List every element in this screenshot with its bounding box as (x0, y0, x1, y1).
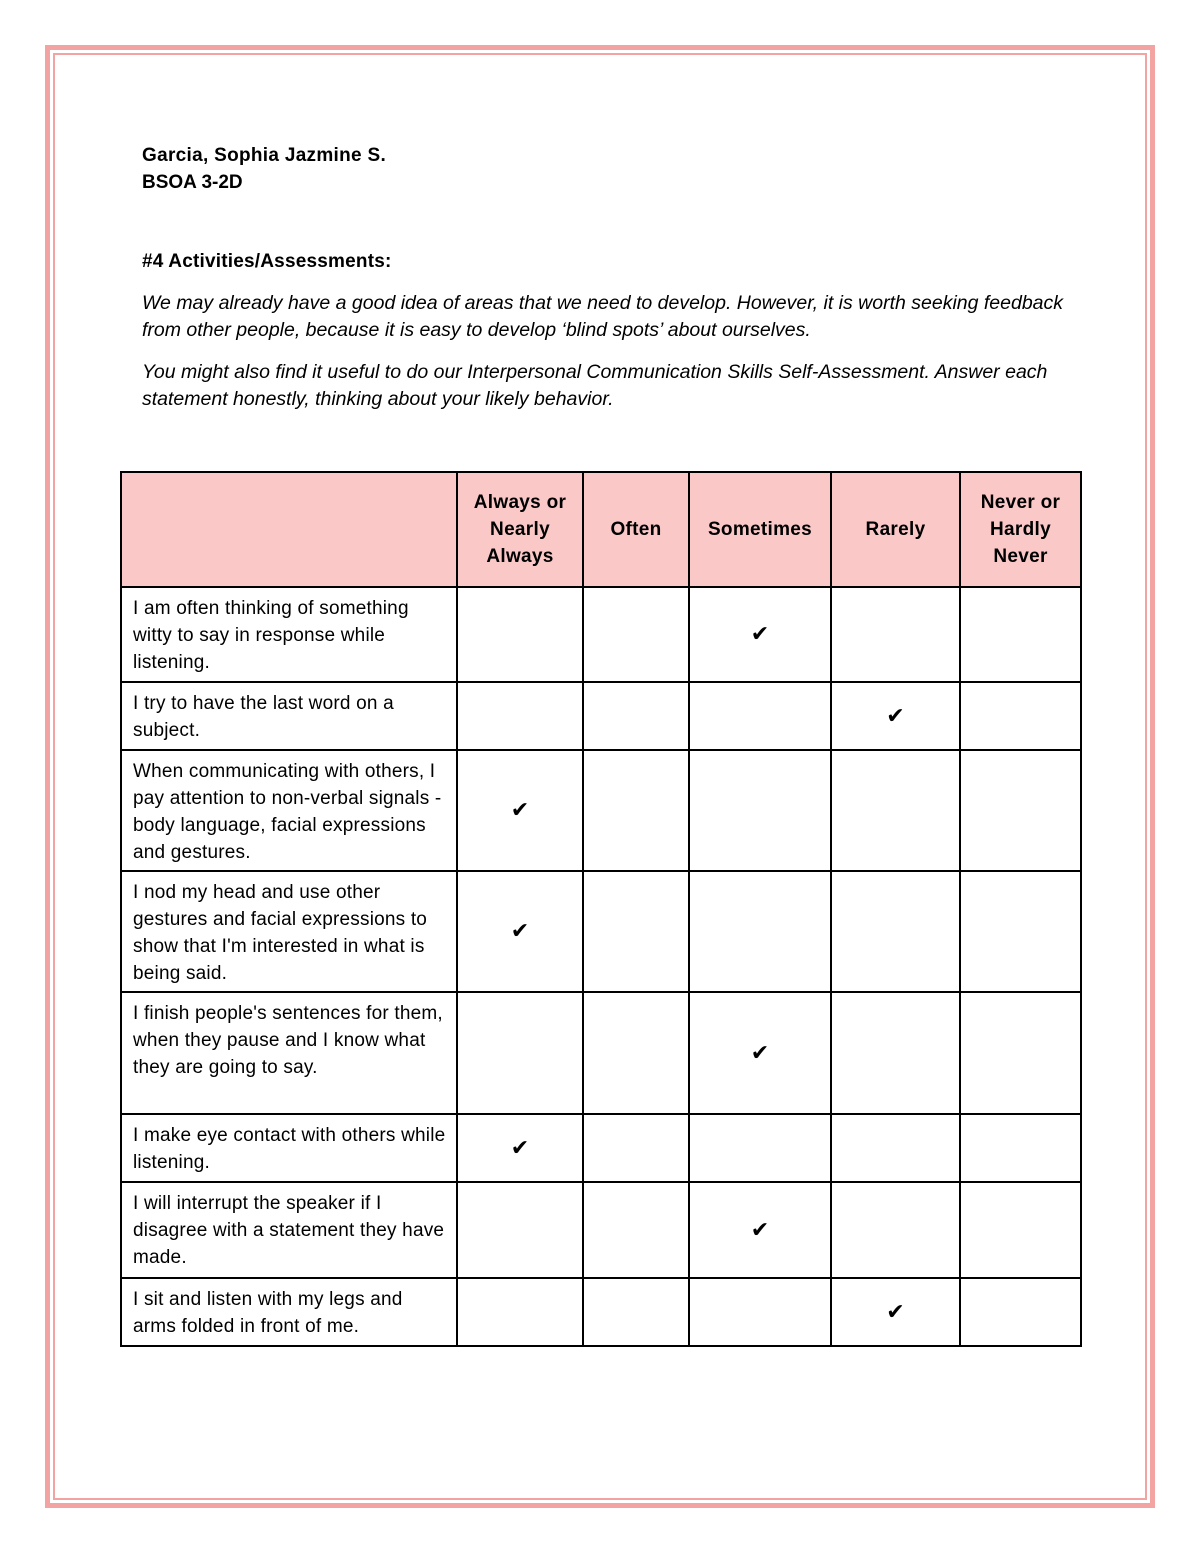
header-never-line-2: Hardly (990, 519, 1051, 540)
answer-cell[interactable] (831, 682, 960, 750)
student-name: Garcia, Sophia Jazmine S. (142, 145, 387, 166)
statement-cell: I try to have the last word on a subject. (121, 682, 457, 750)
answer-cell[interactable] (583, 871, 689, 992)
statement-cell: When communicating with others, I pay attention to non-verbal signals - body language, facial expressions and gestures. (121, 750, 457, 871)
answer-cell[interactable] (831, 750, 960, 871)
statement-cell: I am often thinking of something witty to say in response while listening. (121, 587, 457, 682)
answer-cell[interactable] (689, 587, 831, 682)
intro-text (142, 290, 1082, 428)
header-always (457, 472, 583, 587)
answer-cell[interactable] (457, 750, 583, 871)
answer-cell[interactable] (457, 1278, 583, 1346)
header-rarely: Rarely (831, 472, 960, 587)
answer-cell[interactable] (457, 1182, 583, 1278)
student-header (142, 142, 386, 196)
check-mark-icon: ✔ (510, 1135, 530, 1161)
statement-cell: I finish people's sentences for them, when they pause and I know what they are going to say. (121, 992, 457, 1114)
header-always-line-2: Nearly (490, 519, 550, 540)
table-row (121, 682, 1081, 750)
self-assessment-table (120, 471, 1082, 1347)
header-often: Often (583, 472, 689, 587)
answer-cell[interactable] (689, 1114, 831, 1182)
statement-cell: I nod my head and use other gestures and facial expressions to show that I'm interested in what is being said. (121, 871, 457, 992)
answer-cell[interactable] (960, 992, 1081, 1114)
answer-cell[interactable] (583, 992, 689, 1114)
answer-cell[interactable] (831, 992, 960, 1114)
header-sometimes: Sometimes (689, 472, 831, 587)
check-mark-icon: ✔ (886, 1299, 905, 1325)
header-never (960, 472, 1081, 587)
intro-paragraph-2: You might also find it useful to do our Interpersonal Communication Skills Self-Assessment. Answer each statement honestly, thinking about your likely behavior. (142, 361, 1048, 410)
answer-cell[interactable] (457, 992, 583, 1114)
answer-cell[interactable] (831, 1114, 960, 1182)
header-never-line-3: Never (993, 546, 1048, 567)
answer-cell[interactable] (457, 871, 583, 992)
table-row (121, 992, 1081, 1114)
check-mark-icon: ✔ (750, 1217, 770, 1243)
student-section: BSOA 3-2D (142, 172, 243, 193)
answer-cell[interactable] (583, 1278, 689, 1346)
answer-cell[interactable] (831, 1182, 960, 1278)
answer-cell[interactable] (960, 587, 1081, 682)
intro-paragraph-1: We may already have a good idea of areas that we need to develop. However, it is worth seeking feedback from other people, because it is easy to develop ‘blind spots’ about ourselves. (142, 292, 1064, 341)
answer-cell[interactable] (583, 1114, 689, 1182)
check-mark-icon: ✔ (886, 703, 905, 729)
header-statement (121, 472, 457, 587)
check-mark-icon: ✔ (510, 798, 530, 823)
table-row (121, 1182, 1081, 1278)
answer-cell[interactable] (689, 992, 831, 1114)
statement-cell: I will interrupt the speaker if I disagree with a statement they have made. (121, 1182, 457, 1278)
answer-cell[interactable] (831, 587, 960, 682)
answer-cell[interactable] (960, 1182, 1081, 1278)
answer-cell[interactable] (457, 587, 583, 682)
answer-cell[interactable] (960, 682, 1081, 750)
answer-cell[interactable] (831, 871, 960, 992)
answer-cell[interactable] (689, 1182, 831, 1278)
header-always-line-3: Always (486, 546, 554, 567)
answer-cell[interactable] (583, 682, 689, 750)
answer-cell[interactable] (960, 1278, 1081, 1346)
table-row (121, 750, 1081, 871)
table-row (121, 587, 1081, 682)
answer-cell[interactable] (689, 682, 831, 750)
answer-cell[interactable] (960, 1114, 1081, 1182)
answer-cell[interactable] (583, 1182, 689, 1278)
answer-cell[interactable] (831, 1278, 960, 1346)
header-never-line-1: Never or (980, 492, 1061, 513)
check-mark-icon: ✔ (750, 1040, 770, 1066)
answer-cell[interactable] (583, 587, 689, 682)
answer-cell[interactable] (689, 750, 831, 871)
table-row (121, 1114, 1081, 1182)
answer-cell[interactable] (457, 682, 583, 750)
answer-cell[interactable] (457, 1114, 583, 1182)
table-row (121, 1278, 1081, 1346)
statement-cell: I sit and listen with my legs and arms folded in front of me. (121, 1278, 457, 1346)
statement-cell: I make eye contact with others while listening. (121, 1114, 457, 1182)
check-mark-icon: ✔ (510, 919, 530, 944)
header-always-line-1: Always or (473, 492, 567, 513)
answer-cell[interactable] (583, 750, 689, 871)
table-header-row (121, 472, 1081, 587)
answer-cell[interactable] (960, 750, 1081, 871)
answer-cell[interactable] (689, 871, 831, 992)
table-row (121, 871, 1081, 992)
answer-cell[interactable] (960, 871, 1081, 992)
activity-title: #4 Activities/Assessments: (142, 251, 392, 272)
check-mark-icon: ✔ (750, 622, 770, 647)
answer-cell[interactable] (689, 1278, 831, 1346)
